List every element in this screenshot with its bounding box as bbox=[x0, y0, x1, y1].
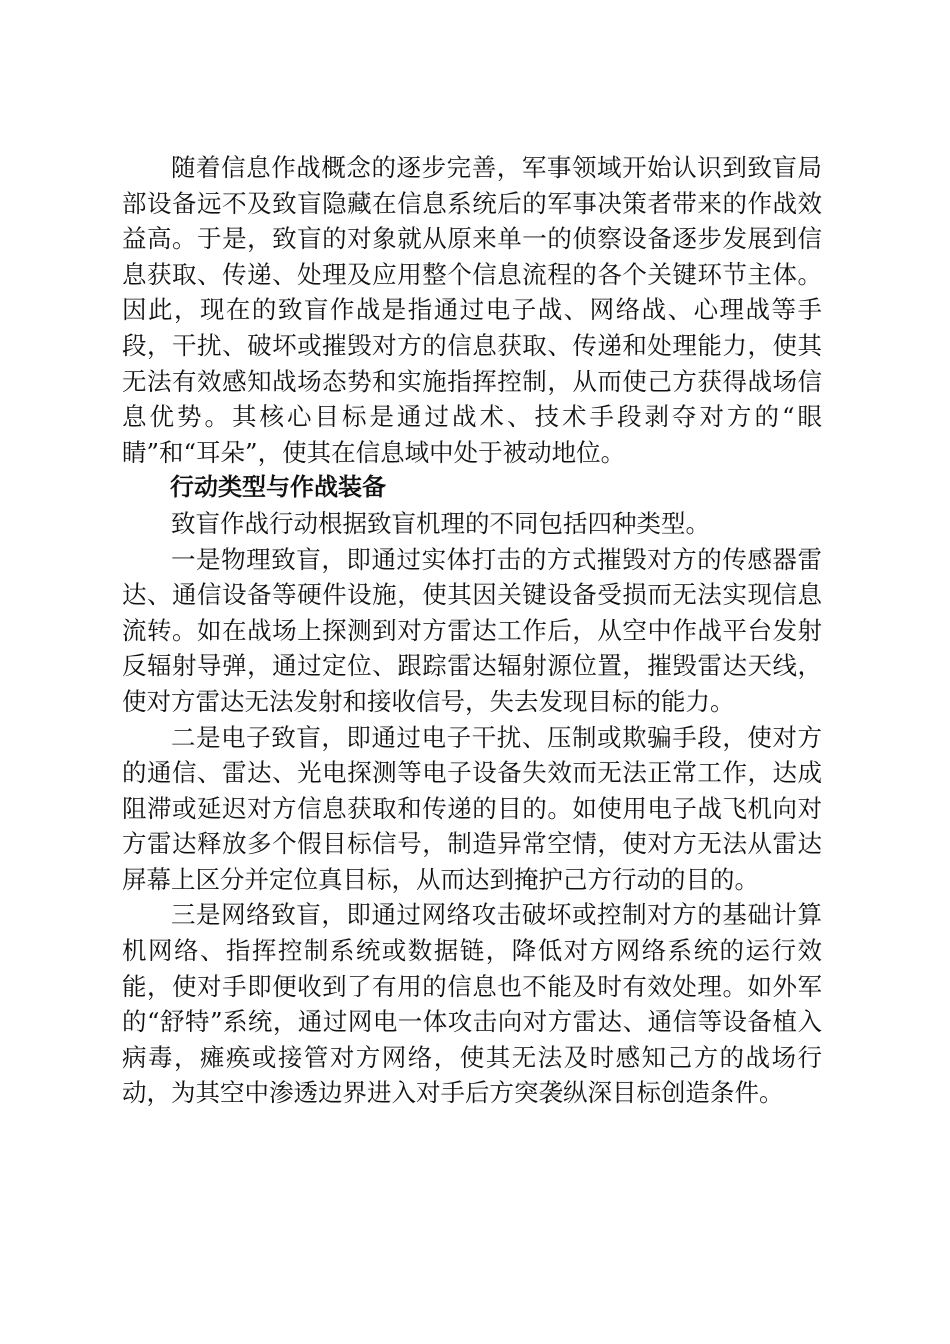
paragraph-electronic-blinding: 二是电子致盲，即通过电子干扰、压制或欺骗手段，使对方的通信、雷达、光电探测等电子设备失效而无法正常工作，达成阻滞或延迟对方信息获取和传递的目的。如使用电子战飞机向对方雷达释放多个假目标信号，制造异常空情，使对方无法从雷达屏幕上区分并定位真目标，从而达到掩护己方行动的目的。 bbox=[122, 722, 822, 894]
section-heading: 行动类型与作战装备 bbox=[170, 473, 386, 502]
paragraph-physical-blinding: 一是物理致盲，即通过实体打击的方式摧毁对方的传感器雷达、通信设备等硬件设施，使其因关键设备受损而无法实现信息流转。如在战场上探测到对方雷达工作后，从空中作战平台发射反辐射导弹，通过定位、跟踪雷达辐射源位置，摧毁雷达天线，使对方雷达无法发射和接收信号，失去发现目标的能力。 bbox=[122, 544, 822, 716]
paragraph-types-overview: 致盲作战行动根据致盲机理的不同包括四种类型。 bbox=[171, 508, 710, 538]
paragraph-network-blinding: 三是网络致盲，即通过网络攻击破坏或控制对方的基础计算机网络、指挥控制系统或数据链，降低对方网络系统的运行效能，使对手即便收到了有用的信息也不能及时有效处理。如外军的“舒特”系统，通过网电一体攻击向对方雷达、通信等设备植入病毒，瘫痪或接管对方网络，使其无法及时感知己方的战场行动，为其空中渗透边界进入对手后方突袭纵深目标创造条件。 bbox=[122, 900, 822, 1108]
document-body bbox=[122, 150, 822, 1111]
paragraph-intro: 随着信息作战概念的逐步完善，军事领域开始认识到致盲局部设备远不及致盲隐藏在信息系统后的军事决策者带来的作战效益高。于是，致盲的对象就从原来单一的侦察设备逐步发展到信息获取、传递、处理及应用整个信息流程的各个关键环节主体。因此，现在的致盲作战是指通过电子战、网络战、心理战等手段，干扰、破坏或摧毁对方的信息获取、传递和处理能力，使其无法有效感知战场态势和实施指挥控制，从而使己方获得战场信息优势。其核心目标是通过战术、技术手段剥夺对方的“眼睛”和“耳朵”，使其在信息域中处于被动地位。 bbox=[122, 153, 822, 467]
